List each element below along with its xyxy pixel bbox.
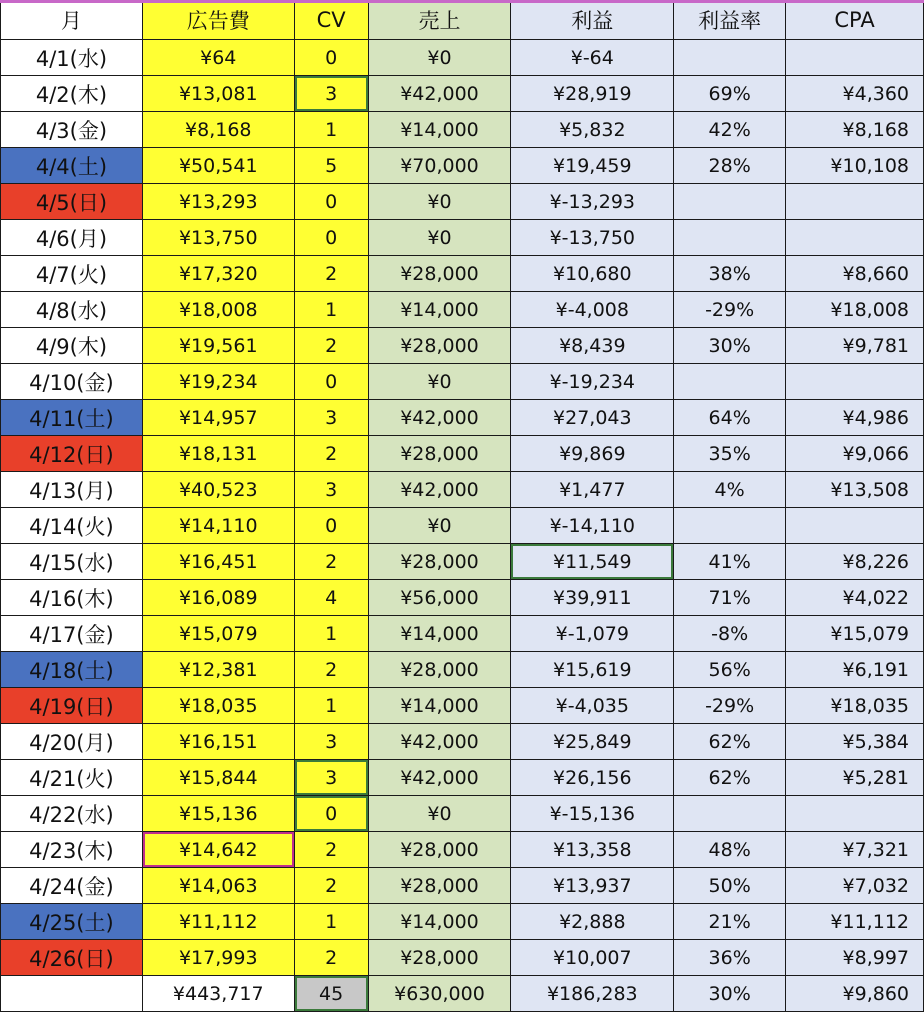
cv-cell[interactable]: 3	[294, 472, 368, 508]
total-sales-cell[interactable]: ¥630,000	[368, 976, 511, 1012]
table-row	[1, 40, 924, 76]
cpa-cell[interactable]: ¥4,986	[786, 400, 924, 436]
sales-cell[interactable]: ¥28,000	[368, 256, 511, 292]
profit-cell[interactable]: ¥28,919	[511, 76, 674, 112]
sales-cell[interactable]: ¥14,000	[368, 112, 511, 148]
cv-cell[interactable]: 0	[294, 184, 368, 220]
cpa-cell[interactable]: ¥4,022	[786, 580, 924, 616]
sales-cell[interactable]: ¥28,000	[368, 832, 511, 868]
table-row	[1, 436, 924, 472]
profit-cell[interactable]: ¥-4,008	[511, 292, 674, 328]
cpa-cell[interactable]	[786, 364, 924, 400]
table-row	[1, 112, 924, 148]
table-row	[1, 688, 924, 724]
date-cell[interactable]: 4/10(金)	[1, 364, 143, 400]
ad-cost-cell[interactable]: ¥13,750	[142, 220, 294, 256]
profit-cell[interactable]: ¥-4,035	[511, 688, 674, 724]
cv-cell[interactable]: 1	[294, 112, 368, 148]
profit-cell[interactable]: ¥39,911	[511, 580, 674, 616]
profit-rate-cell[interactable]: 30%	[674, 328, 786, 364]
table-row	[1, 292, 924, 328]
profit-rate-cell[interactable]: 21%	[674, 904, 786, 940]
date-cell[interactable]: 4/6(月)	[1, 220, 143, 256]
cv-cell[interactable]: 3	[294, 76, 368, 112]
profit-rate-cell[interactable]: 64%	[674, 400, 786, 436]
table-row	[1, 652, 924, 688]
cv-cell[interactable]: 0	[294, 508, 368, 544]
cv-cell[interactable]: 4	[294, 580, 368, 616]
cv-cell[interactable]: 2	[294, 256, 368, 292]
cpa-cell[interactable]: ¥8,660	[786, 256, 924, 292]
cpa-cell[interactable]	[786, 184, 924, 220]
ad-cost-cell[interactable]: ¥14,642	[142, 832, 294, 868]
ad-cost-cell[interactable]: ¥8,168	[142, 112, 294, 148]
table-row	[1, 364, 924, 400]
total-profit-cell[interactable]: ¥186,283	[511, 976, 674, 1012]
cv-cell[interactable]: 2	[294, 868, 368, 904]
date-cell[interactable]: 4/5(日)	[1, 184, 143, 220]
sheet-top-border	[0, 0, 924, 3]
total-date-cell[interactable]	[1, 976, 143, 1012]
cv-cell[interactable]: 0	[294, 40, 368, 76]
ad-cost-cell[interactable]: ¥19,234	[142, 364, 294, 400]
profit-rate-cell[interactable]: 56%	[674, 652, 786, 688]
table-row	[1, 796, 924, 832]
date-cell[interactable]: 4/25(土)	[1, 904, 143, 940]
table-row	[1, 508, 924, 544]
ad-cost-cell[interactable]: ¥15,136	[142, 796, 294, 832]
cpa-cell[interactable]	[786, 220, 924, 256]
profit-cell[interactable]: ¥26,156	[511, 760, 674, 796]
table-body	[1, 40, 924, 976]
cpa-cell[interactable]: ¥18,035	[786, 688, 924, 724]
sales-cell[interactable]: ¥0	[368, 184, 511, 220]
sales-cell[interactable]: ¥28,000	[368, 436, 511, 472]
profit-rate-cell[interactable]: 69%	[674, 76, 786, 112]
cpa-cell[interactable]: ¥11,112	[786, 904, 924, 940]
profit-cell[interactable]: ¥-14,110	[511, 508, 674, 544]
sales-cell[interactable]: ¥0	[368, 364, 511, 400]
date-cell[interactable]: 4/21(火)	[1, 760, 143, 796]
cv-cell[interactable]: 3	[294, 400, 368, 436]
ad-cost-cell[interactable]: ¥15,844	[142, 760, 294, 796]
profit-rate-cell[interactable]: 4%	[674, 472, 786, 508]
cv-cell[interactable]: 3	[294, 724, 368, 760]
cpa-cell[interactable]: ¥5,384	[786, 724, 924, 760]
profit-cell[interactable]: ¥11,549	[511, 544, 674, 580]
sales-cell[interactable]: ¥42,000	[368, 472, 511, 508]
profit-cell[interactable]: ¥19,459	[511, 148, 674, 184]
table-row	[1, 904, 924, 940]
profit-cell[interactable]: ¥8,439	[511, 328, 674, 364]
date-cell[interactable]: 4/17(金)	[1, 616, 143, 652]
profit-rate-cell[interactable]: 36%	[674, 940, 786, 976]
ad-cost-cell[interactable]: ¥16,151	[142, 724, 294, 760]
ad-cost-cell[interactable]: ¥13,081	[142, 76, 294, 112]
ad-cost-cell[interactable]: ¥40,523	[142, 472, 294, 508]
sales-cell[interactable]: ¥14,000	[368, 616, 511, 652]
profit-cell[interactable]: ¥13,937	[511, 868, 674, 904]
profit-rate-cell[interactable]: 41%	[674, 544, 786, 580]
profit-rate-cell[interactable]: 48%	[674, 832, 786, 868]
date-cell[interactable]: 4/8(水)	[1, 292, 143, 328]
ad-cost-cell[interactable]: ¥14,110	[142, 508, 294, 544]
profit-rate-cell[interactable]	[674, 184, 786, 220]
sales-cell[interactable]: ¥0	[368, 796, 511, 832]
cpa-cell[interactable]	[786, 40, 924, 76]
cv-cell[interactable]: 2	[294, 328, 368, 364]
total-profit-rate-cell[interactable]: 30%	[674, 976, 786, 1012]
profit-cell[interactable]: ¥15,619	[511, 652, 674, 688]
table-row	[1, 760, 924, 796]
table-row	[1, 544, 924, 580]
ad-cost-cell[interactable]: ¥11,112	[142, 904, 294, 940]
date-cell[interactable]: 4/15(水)	[1, 544, 143, 580]
date-cell[interactable]: 4/12(日)	[1, 436, 143, 472]
ad-cost-cell[interactable]: ¥12,381	[142, 652, 294, 688]
sales-cell[interactable]: ¥0	[368, 508, 511, 544]
ad-cost-cell[interactable]: ¥14,063	[142, 868, 294, 904]
header-row	[1, 1, 924, 40]
profit-cell[interactable]: ¥27,043	[511, 400, 674, 436]
ad-cost-cell[interactable]: ¥19,561	[142, 328, 294, 364]
col-header-profit-rate[interactable]: 利益率	[674, 1, 786, 40]
date-cell[interactable]: 4/1(水)	[1, 40, 143, 76]
sales-cell[interactable]: ¥14,000	[368, 292, 511, 328]
cv-cell[interactable]: 0	[294, 364, 368, 400]
table-row	[1, 580, 924, 616]
cpa-cell[interactable]: ¥9,066	[786, 436, 924, 472]
table-row	[1, 256, 924, 292]
ad-cost-cell[interactable]: ¥18,035	[142, 688, 294, 724]
profit-rate-cell[interactable]	[674, 220, 786, 256]
date-cell[interactable]: 4/19(日)	[1, 688, 143, 724]
table-row	[1, 940, 924, 976]
table-row	[1, 184, 924, 220]
table-row	[1, 148, 924, 184]
sales-cell[interactable]: ¥28,000	[368, 544, 511, 580]
cv-cell[interactable]: 0	[294, 796, 368, 832]
date-cell[interactable]: 4/26(日)	[1, 940, 143, 976]
ad-cost-cell[interactable]: ¥17,320	[142, 256, 294, 292]
profit-cell[interactable]: ¥13,358	[511, 832, 674, 868]
profit-rate-cell[interactable]	[674, 364, 786, 400]
total-row	[1, 976, 924, 1012]
cv-cell[interactable]: 1	[294, 292, 368, 328]
ad-cost-cell[interactable]: ¥16,451	[142, 544, 294, 580]
profit-cell[interactable]: ¥25,849	[511, 724, 674, 760]
total-cv-cell[interactable]: 45	[294, 976, 368, 1012]
date-cell[interactable]: 4/24(金)	[1, 868, 143, 904]
profit-rate-cell[interactable]: -29%	[674, 688, 786, 724]
profit-cell[interactable]: ¥-13,293	[511, 184, 674, 220]
cv-cell[interactable]: 2	[294, 436, 368, 472]
profit-cell[interactable]: ¥-19,234	[511, 364, 674, 400]
col-header-sales[interactable]: 売上	[368, 1, 511, 40]
date-cell[interactable]: 4/4(土)	[1, 148, 143, 184]
table-row	[1, 616, 924, 652]
ad-cost-cell[interactable]: ¥18,131	[142, 436, 294, 472]
cv-cell[interactable]: 2	[294, 544, 368, 580]
sales-cell[interactable]: ¥0	[368, 40, 511, 76]
date-cell[interactable]: 4/11(土)	[1, 400, 143, 436]
cpa-cell[interactable]: ¥18,008	[786, 292, 924, 328]
cv-cell[interactable]: 5	[294, 148, 368, 184]
profit-rate-cell[interactable]: 35%	[674, 436, 786, 472]
sales-cell[interactable]: ¥14,000	[368, 904, 511, 940]
cpa-cell[interactable]	[786, 796, 924, 832]
total-ad-cost-cell[interactable]: ¥443,717	[142, 976, 294, 1012]
cpa-cell[interactable]: ¥7,321	[786, 832, 924, 868]
cv-cell[interactable]: 3	[294, 760, 368, 796]
profit-cell[interactable]: ¥5,832	[511, 112, 674, 148]
profit-cell[interactable]: ¥-64	[511, 40, 674, 76]
cpa-cell[interactable]: ¥13,508	[786, 472, 924, 508]
profit-rate-cell[interactable]: 50%	[674, 868, 786, 904]
total-cpa-cell[interactable]: ¥9,860	[786, 976, 924, 1012]
ad-cost-cell[interactable]: ¥18,008	[142, 292, 294, 328]
ad-cost-cell[interactable]: ¥14,957	[142, 400, 294, 436]
cv-cell[interactable]: 2	[294, 832, 368, 868]
table-row	[1, 472, 924, 508]
sales-cell[interactable]: ¥42,000	[368, 760, 511, 796]
table-row	[1, 400, 924, 436]
date-cell[interactable]: 4/9(木)	[1, 328, 143, 364]
cv-cell[interactable]: 1	[294, 616, 368, 652]
cpa-cell[interactable]: ¥8,168	[786, 112, 924, 148]
cpa-cell[interactable]: ¥8,997	[786, 940, 924, 976]
cv-cell[interactable]: 1	[294, 904, 368, 940]
sales-cell[interactable]: ¥28,000	[368, 328, 511, 364]
profit-cell[interactable]: ¥-15,136	[511, 796, 674, 832]
cpa-cell[interactable]: ¥10,108	[786, 148, 924, 184]
sales-cell[interactable]: ¥28,000	[368, 868, 511, 904]
profit-rate-cell[interactable]: 38%	[674, 256, 786, 292]
cpa-cell[interactable]: ¥9,781	[786, 328, 924, 364]
date-cell[interactable]: 4/13(月)	[1, 472, 143, 508]
date-cell[interactable]: 4/16(木)	[1, 580, 143, 616]
cpa-cell[interactable]: ¥15,079	[786, 616, 924, 652]
sales-cell[interactable]: ¥42,000	[368, 76, 511, 112]
date-cell[interactable]: 4/7(火)	[1, 256, 143, 292]
profit-rate-cell[interactable]: 62%	[674, 724, 786, 760]
cpa-cell[interactable]: ¥6,191	[786, 652, 924, 688]
profit-cell[interactable]: ¥1,477	[511, 472, 674, 508]
col-header-cv[interactable]: CV	[294, 1, 368, 40]
sales-cell[interactable]: ¥56,000	[368, 580, 511, 616]
ad-cost-cell[interactable]: ¥16,089	[142, 580, 294, 616]
cpa-cell[interactable]	[786, 508, 924, 544]
col-header-date[interactable]: 月	[1, 1, 143, 40]
table-row	[1, 832, 924, 868]
profit-rate-cell[interactable]: 62%	[674, 760, 786, 796]
cpa-cell[interactable]: ¥7,032	[786, 868, 924, 904]
col-header-profit[interactable]: 利益	[511, 1, 674, 40]
profit-cell[interactable]: ¥9,869	[511, 436, 674, 472]
profit-rate-cell[interactable]: -8%	[674, 616, 786, 652]
profit-rate-cell[interactable]	[674, 40, 786, 76]
profit-rate-cell[interactable]: 71%	[674, 580, 786, 616]
date-cell[interactable]: 4/14(火)	[1, 508, 143, 544]
sales-cell[interactable]: ¥28,000	[368, 652, 511, 688]
cpa-cell[interactable]: ¥5,281	[786, 760, 924, 796]
sales-cell[interactable]: ¥70,000	[368, 148, 511, 184]
cpa-cell[interactable]: ¥8,226	[786, 544, 924, 580]
cpa-cell[interactable]: ¥4,360	[786, 76, 924, 112]
profit-rate-cell[interactable]: 42%	[674, 112, 786, 148]
table-row	[1, 220, 924, 256]
cv-cell[interactable]: 2	[294, 652, 368, 688]
table-row	[1, 868, 924, 904]
sales-cell[interactable]: ¥28,000	[368, 940, 511, 976]
sales-cell[interactable]: ¥42,000	[368, 400, 511, 436]
col-header-ad-cost[interactable]: 広告費	[142, 1, 294, 40]
cv-cell[interactable]: 2	[294, 940, 368, 976]
ad-cost-cell[interactable]: ¥17,993	[142, 940, 294, 976]
profit-cell[interactable]: ¥10,680	[511, 256, 674, 292]
ad-cost-cell[interactable]: ¥50,541	[142, 148, 294, 184]
cv-cell[interactable]: 0	[294, 220, 368, 256]
cv-cell[interactable]: 1	[294, 688, 368, 724]
profit-rate-cell[interactable]: -29%	[674, 292, 786, 328]
date-cell[interactable]: 4/3(金)	[1, 112, 143, 148]
profit-rate-cell[interactable]	[674, 796, 786, 832]
profit-cell[interactable]: ¥2,888	[511, 904, 674, 940]
date-cell[interactable]: 4/18(土)	[1, 652, 143, 688]
profit-rate-cell[interactable]	[674, 508, 786, 544]
profit-cell[interactable]: ¥-1,079	[511, 616, 674, 652]
date-cell[interactable]: 4/20(月)	[1, 724, 143, 760]
date-cell[interactable]: 4/2(木)	[1, 76, 143, 112]
sales-cell[interactable]: ¥0	[368, 220, 511, 256]
table-row	[1, 76, 924, 112]
sales-cell[interactable]: ¥42,000	[368, 724, 511, 760]
profit-rate-cell[interactable]: 28%	[674, 148, 786, 184]
date-cell[interactable]: 4/23(木)	[1, 832, 143, 868]
date-cell[interactable]: 4/22(水)	[1, 796, 143, 832]
col-header-cpa[interactable]: CPA	[786, 1, 924, 40]
table-row	[1, 724, 924, 760]
profit-cell[interactable]: ¥10,007	[511, 940, 674, 976]
sales-cell[interactable]: ¥14,000	[368, 688, 511, 724]
ad-cost-cell[interactable]: ¥13,293	[142, 184, 294, 220]
ad-cost-cell[interactable]: ¥15,079	[142, 616, 294, 652]
profit-cell[interactable]: ¥-13,750	[511, 220, 674, 256]
table-row	[1, 328, 924, 364]
ad-cost-cell[interactable]: ¥64	[142, 40, 294, 76]
